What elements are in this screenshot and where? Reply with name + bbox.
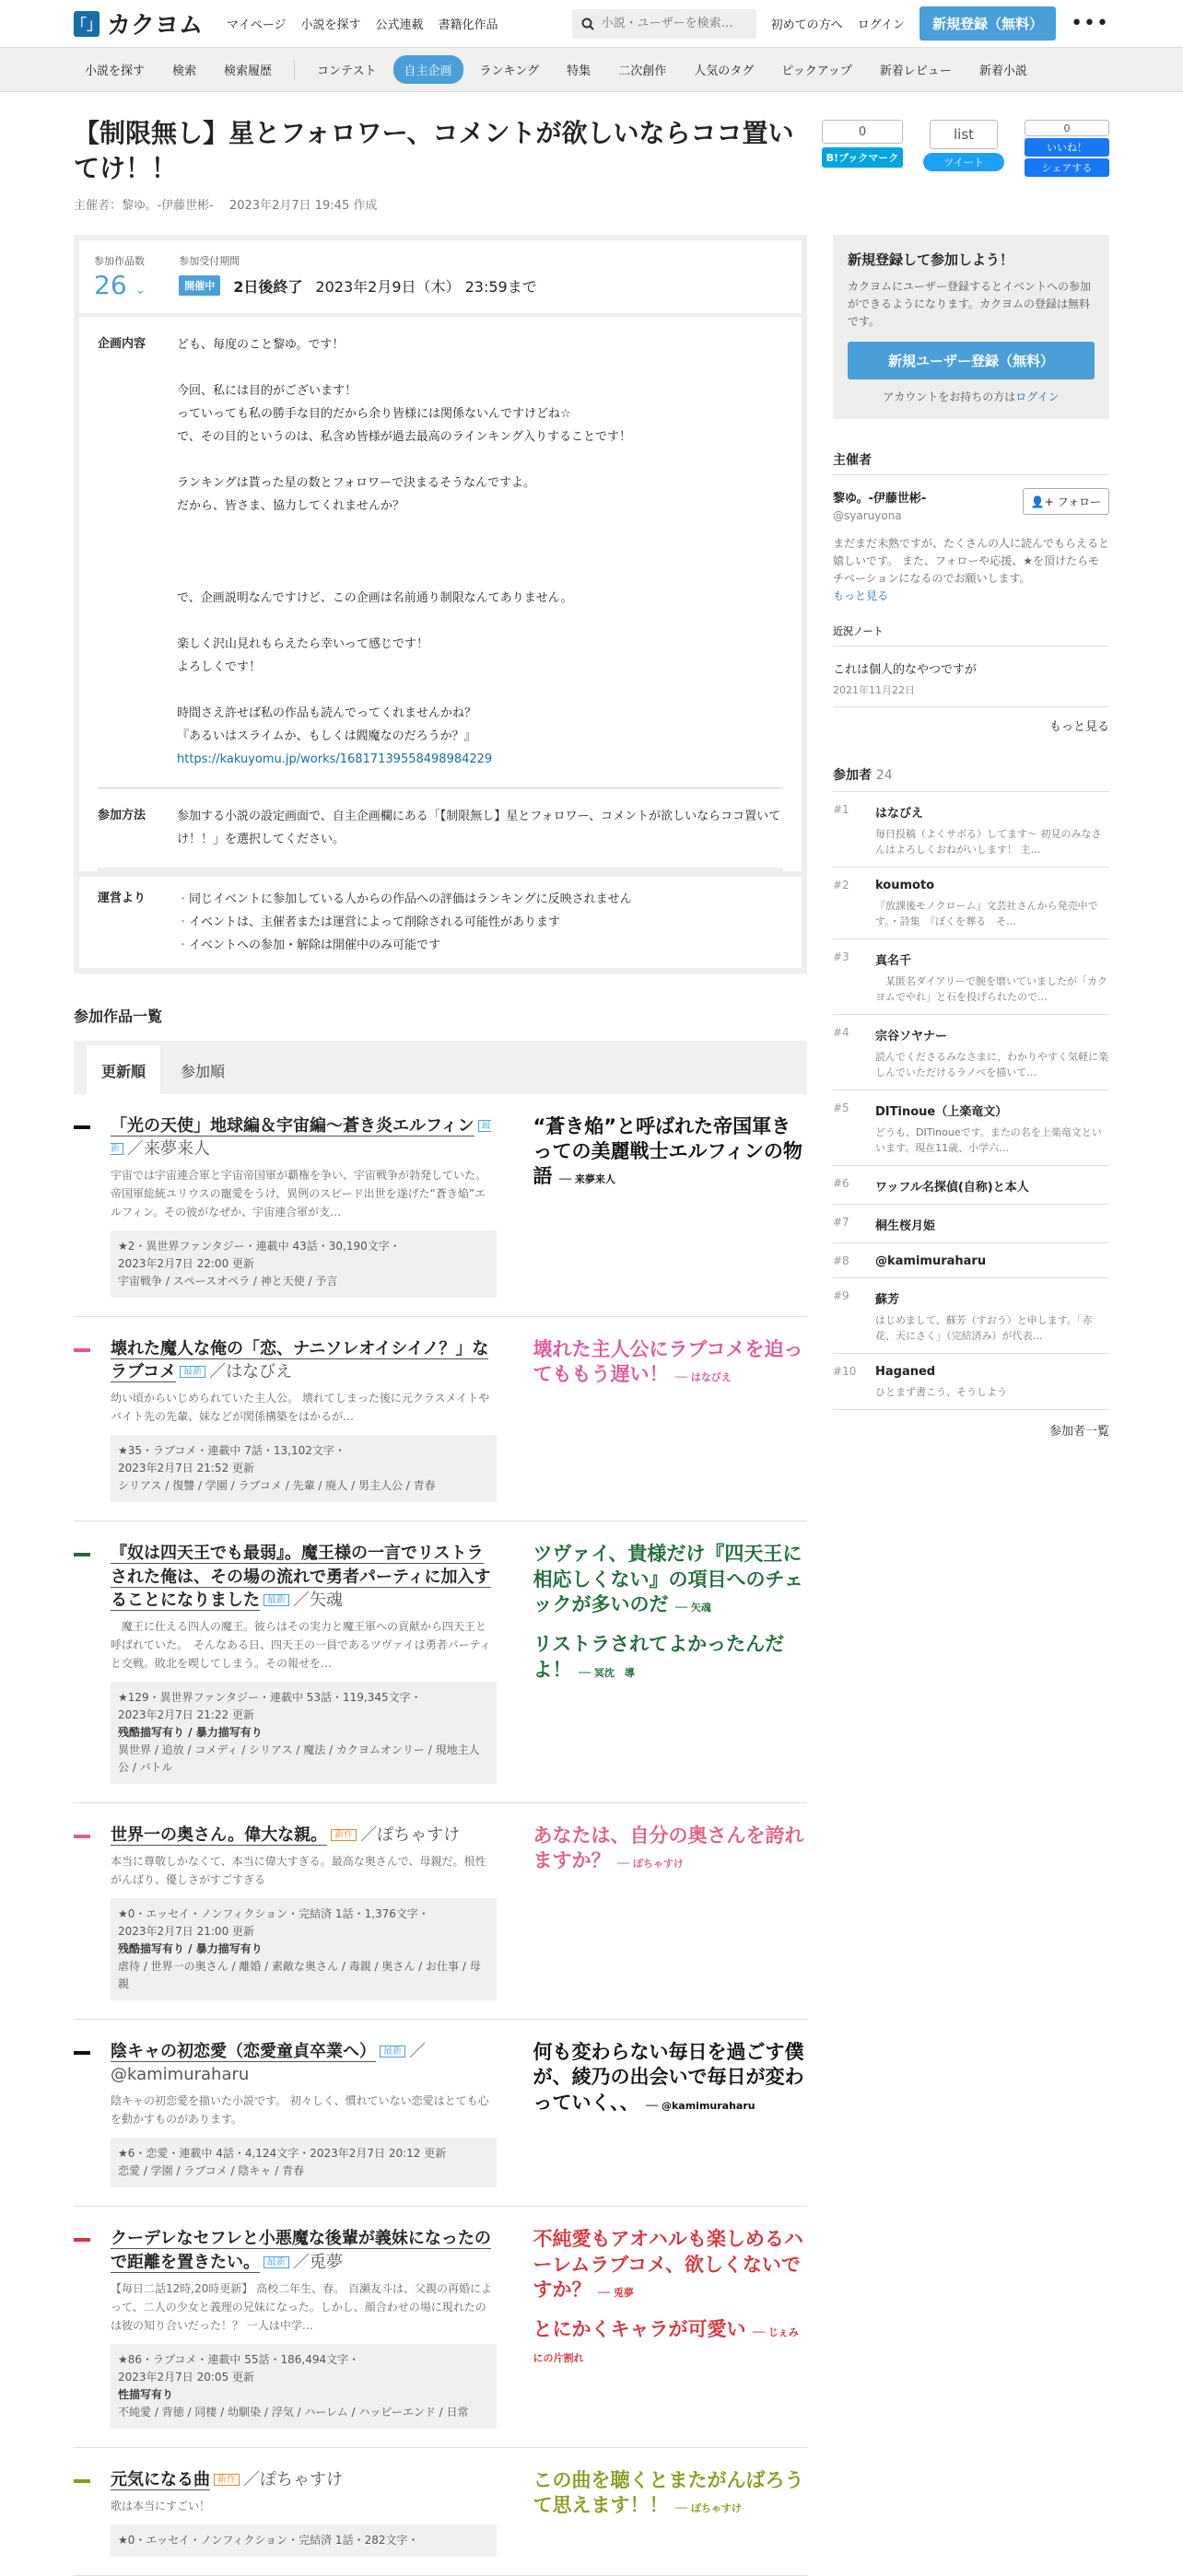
subnav-pickup[interactable]: ピックアップ bbox=[781, 64, 852, 78]
work-author-link[interactable]: ／ぽちゃすけ bbox=[243, 2469, 343, 2489]
host-id: @syaruyona bbox=[833, 508, 902, 522]
work-description: 宇宙では宇宙連合軍と宇宙帝国軍が覇権を争い、宇宙戦争が勃発していた。帝国軍総統ユリウスの寵愛をうけ、異例のスピード出世を遂げた“蒼き焔”エルフィン。その彼がなぜか、宇宙連合軍が支… bbox=[111, 1168, 487, 1218]
logo[interactable] bbox=[74, 6, 203, 41]
method-text: 参加する小説の設定画面で、自主企画欄にある「【制限無し】星とフォロワー、コメントが欲しいならココ置いてけ！！」を選択してください。 bbox=[177, 809, 781, 846]
participant-bio: 『放課後モノクローム』文芸社さんから発売中です。・詩集 『ぼくを葬る そ… bbox=[875, 899, 1098, 927]
search-icon bbox=[581, 17, 594, 30]
subnav-reviews[interactable]: 新着レビュー bbox=[879, 64, 952, 78]
work-author-link[interactable]: ／矢魂 bbox=[293, 1590, 343, 1610]
work-title-link[interactable]: 「光の天使」地球編＆宇宙編～蒼き炎エルフィン bbox=[111, 1115, 474, 1136]
participant-item[interactable] bbox=[833, 1015, 1109, 1090]
subnav-tags[interactable]: 人気のタグ bbox=[694, 64, 755, 78]
rules-list bbox=[177, 888, 632, 957]
catchphrase: ツヴァイ、貴様だけ『四天王に相応しくない』の項目へのチェックが多いのだ ── 矢魂 bbox=[533, 1543, 803, 1615]
bookmark-count: 0 bbox=[822, 120, 903, 144]
subnav-new-novels[interactable]: 新着小説 bbox=[978, 64, 1027, 78]
participant-name[interactable]: koumoto bbox=[875, 878, 935, 892]
catchphrase: 何も変わらない毎日を過ごす僕が、綾乃の出会いで毎日が変わっていく、、 ── @kamimuraharu bbox=[533, 2041, 804, 2114]
work-item bbox=[74, 1094, 807, 1317]
rule-item: ・ 同じイベントに参加している人からの作品への評価はランキングに反映されません bbox=[177, 888, 632, 911]
participant-name[interactable]: 宗谷ソヤナー bbox=[875, 1029, 948, 1043]
period-remaining: 2日後終了 bbox=[233, 277, 303, 296]
participant-bio: 読んでくださるみなさまに、わかりやすく気軽に楽しんでいただけるラノベを描いて… bbox=[875, 1050, 1108, 1078]
nav-find-novels[interactable]: 小説を探す bbox=[300, 18, 361, 32]
search-box[interactable] bbox=[572, 9, 756, 39]
login-link[interactable]: ログイン bbox=[857, 18, 906, 32]
work-author-link[interactable]: ／はなびえ bbox=[209, 1362, 293, 1382]
participant-item[interactable] bbox=[833, 1243, 1109, 1278]
participant-number: #10 bbox=[833, 1364, 857, 1378]
work-author-link[interactable]: ／@kamimuraharu bbox=[111, 2042, 426, 2085]
rule-item: ・ イベントは、主催者または運営によって削除される可能性があります bbox=[177, 911, 632, 934]
participant-item[interactable] bbox=[833, 792, 1109, 868]
logo-text: カクヨム bbox=[107, 12, 204, 40]
work-color-mark bbox=[74, 1348, 90, 1352]
signup-button[interactable]: 新規ユーザー登録（無料） bbox=[848, 342, 1095, 379]
work-stats: ★6・恋愛・連載中 4話・4,124文字・2023年2月7日 20:12 更新 恋愛 / 学園 / ラブコメ / 陰キャ / 青春 bbox=[111, 2138, 497, 2187]
catchphrase: “蒼き焔”と呼ばれた帝国軍きっての美麗戦士エルフィンの物語 ── 来夢来人 bbox=[533, 1114, 802, 1188]
register-button[interactable]: 新規登録（無料） bbox=[919, 6, 1056, 41]
participant-number: #4 bbox=[833, 1025, 849, 1039]
note-more-link[interactable]: もっと見る bbox=[1048, 719, 1109, 734]
participant-name[interactable]: 蘇芳 bbox=[875, 1292, 900, 1307]
search-input[interactable] bbox=[602, 17, 747, 30]
join-box bbox=[833, 235, 1109, 419]
content-label: 企画内容 bbox=[98, 336, 146, 351]
work-color-mark bbox=[74, 2479, 90, 2483]
participant-number: #2 bbox=[833, 878, 849, 892]
count-label: 参加作品数 bbox=[94, 254, 145, 267]
work-badge: 最新 bbox=[380, 2046, 405, 2057]
rule-item: ・ イベントへの参加・解除は開催中のみ可能です bbox=[177, 934, 632, 957]
work-badge: 最新 bbox=[264, 2256, 289, 2268]
subnav-find[interactable]: 小説を探す bbox=[85, 64, 146, 78]
participant-name[interactable]: DITinoue（上楽竜文） bbox=[875, 1104, 1008, 1119]
catchphrase: とにかくキャラが可愛い ── じぇみにの片割れ bbox=[533, 2318, 799, 2364]
participant-name[interactable]: 真名千 bbox=[875, 953, 912, 968]
subnav-contest[interactable]: コンテスト bbox=[317, 64, 377, 78]
participant-name[interactable]: Haganed bbox=[875, 1364, 936, 1379]
work-title-link[interactable]: 『奴は四天王でも最弱』。魔王様の一言でリストラされた俺は、その場の流れで勇者パーティに加入することになりました bbox=[111, 1544, 491, 1610]
main-column bbox=[74, 235, 807, 2576]
sub-nav bbox=[0, 48, 1183, 92]
work-badge: 最新 bbox=[180, 1366, 205, 1378]
tab-joined[interactable]: 参加順 bbox=[181, 1062, 226, 1080]
event-meta: 主催者：黎ゆ。-伊藤世彬- 2023年2月7日 19:45 作成 bbox=[74, 198, 378, 213]
work-stats: ★0・エッセイ・ノンフィクション・完結済 1話・282文字・ bbox=[111, 2524, 497, 2557]
participant-item[interactable] bbox=[833, 1090, 1109, 1166]
work-item bbox=[74, 1317, 807, 1521]
participant-item[interactable] bbox=[833, 939, 1109, 1015]
work-item bbox=[74, 1803, 807, 2020]
note-heading: 近況ノート bbox=[833, 624, 1109, 647]
top-header bbox=[0, 0, 1183, 48]
subnav-fanfic[interactable]: 二次創作 bbox=[618, 64, 667, 78]
participant-number: #5 bbox=[833, 1101, 849, 1114]
status-badge: 開催中 bbox=[179, 275, 220, 296]
participant-item[interactable] bbox=[833, 1278, 1109, 1354]
work-color-mark bbox=[74, 2238, 90, 2242]
work-tags[interactable]: 恋愛 / 学園 / ラブコメ / 陰キャ / 青春 bbox=[118, 2164, 305, 2178]
participant-number: #7 bbox=[833, 1215, 849, 1229]
subnav-features[interactable]: 特集 bbox=[567, 64, 592, 78]
participant-bio: どうも、DITinoueです。またの名を上楽竜文といいます。現在11歳、小学六… bbox=[875, 1125, 1102, 1154]
work-tags[interactable]: 虐待 / 世界一の奥さん / 離婚 / 素敵な奥さん / 毒親 / 奥さん / お仕事 / 母親 bbox=[118, 1960, 481, 1991]
catchphrase: 壊れた主人公にラブコメを迫ってももう遅い！ ── はなびえ bbox=[533, 1337, 803, 1386]
work-color-mark bbox=[74, 1835, 90, 1838]
participant-number: #6 bbox=[833, 1176, 849, 1190]
logo-mark-icon: 「」 bbox=[74, 11, 100, 37]
host-bio: まだまだ未熟ですが、たくさんの人に読んでもらえると嬉しいです。 また、フォローや応援、★を頂けたらモチベーションになるのでお願いします。 bbox=[833, 536, 1110, 585]
sidebar bbox=[833, 235, 1109, 2576]
work-link[interactable]: https://kakuyomu.jp/works/16817139558498984229 bbox=[177, 752, 493, 766]
work-stats: ★129・異世界ファンタジー・連載中 53話・119,345文字・ 2023年2月7日 21:22 更新 残酷描写有り / 暴力描写有り 異世界 / 追放 / コメディ / シリアス / 魔法 / カクヨムオンリー / 現地主人公 / バトル bbox=[111, 1682, 497, 1784]
host-more-link[interactable]: もっと見る bbox=[833, 589, 889, 602]
page-title: 【制限無し】星とフォロワー、コメントが欲しいならココ置いてけ！！ bbox=[74, 118, 794, 183]
top-right bbox=[572, 6, 1109, 41]
note-title[interactable]: これは個人的なやつですが bbox=[833, 662, 978, 677]
work-badge: 最新 bbox=[264, 1594, 289, 1606]
work-color-mark bbox=[74, 2051, 90, 2055]
tweet-button[interactable]: ツイート bbox=[923, 153, 1004, 171]
nav-books[interactable]: 書籍化作品 bbox=[438, 18, 498, 32]
person-plus-icon: 👤+ bbox=[1030, 495, 1054, 508]
catchphrase: この曲を聴くとまたがんばろうて思えます！！ ── ぽちゃすけ bbox=[533, 2468, 804, 2517]
work-tags[interactable]: 宇宙戦争 / スペースオペラ / 神と天使 / 予言 bbox=[118, 1274, 338, 1288]
work-tags[interactable]: 異世界 / 追放 / コメディ / シリアス / 魔法 / カクヨムオンリー / 現地主人公 / バトル bbox=[118, 1743, 480, 1774]
works-heading: 参加作品一覧 bbox=[74, 1007, 163, 1025]
work-item bbox=[74, 1521, 807, 1803]
participants-heading: 参加者 24 bbox=[833, 765, 1109, 792]
sidebar-login-link[interactable]: ログイン bbox=[1015, 390, 1060, 403]
participant-name[interactable]: はなびえ bbox=[875, 806, 924, 821]
participant-bio: 毎日投稿（よくサボる）してます～ 初見のみなさんはよろしくおねがいします！ 主… bbox=[875, 827, 1102, 856]
event-info bbox=[74, 235, 807, 973]
participant-name[interactable]: 桐生桜月姫 bbox=[875, 1218, 936, 1233]
work-stats: ★0・エッセイ・ノンフィクション・完結済 1話・1,376文字・ 2023年2月7日 21:00 更新 残酷描写有り / 暴力描写有り 虐待 / 世界一の奥さん / 離婚 / 素敵な奥さん / 毒親 / 奥さん / お仕事 / 母親 bbox=[111, 1898, 497, 2000]
more-menu-icon[interactable]: ••• bbox=[1071, 12, 1109, 35]
work-badge: 新作 bbox=[214, 2474, 240, 2486]
facebook-share-button[interactable]: シェアする bbox=[1025, 158, 1109, 177]
works-tabs bbox=[74, 1041, 807, 1094]
participant-item[interactable] bbox=[833, 868, 1109, 939]
work-description: 本当に尊敬しかなくて、本当に偉大すぎる。最高な奥さんで、母親だ。根性がんばり、優しさがすごすぎる bbox=[111, 1855, 486, 1887]
rules-label: 運営より bbox=[98, 891, 146, 905]
subnav-divider bbox=[294, 60, 295, 80]
work-count[interactable]: 26 ⌄ bbox=[94, 269, 146, 300]
works-list bbox=[74, 1094, 807, 2576]
event-description: ども、毎度のこと黎ゆ。です！ 今回、私には目的がございます！ っていっても私の勝手な目的だから余り皆様には関係ないんですけどね☆ で、その目的というのは、私含め皆様が過去最高のラインキング入りすることです！ ランキングは貰った星の数とフォロワーで決まるそうなんですよ。 だから、皆さま、協力してくれませんか？ で、企画説明なんですけど、この企画は名前通り制限なんてありません。 楽しく沢山見れもらえたら幸いって感じです！ よろしくです！ 時間さえ許せば私の作品も読んでってくれませんかね？ 『あるいはスライムか、もしくは閻魔なのだろうか？』 https://kakuyomu.jp/works/16817139558498984229 bbox=[177, 337, 631, 766]
catchphrase: 不純愛もアオハルも楽しめるハーレムラブコメ、欲しくないですか？ ── 兎夢 bbox=[533, 2228, 803, 2302]
participant-number: #9 bbox=[833, 1288, 849, 1302]
participant-name[interactable]: ワッフル名探偵(自称)と本人 bbox=[875, 1180, 1029, 1195]
login-prompt: アカウントをお持ちの方はログイン bbox=[883, 390, 1060, 403]
work-author-link[interactable]: ／ぽちゃすけ bbox=[360, 1824, 461, 1845]
subnav-search[interactable]: 検索 bbox=[172, 64, 197, 78]
work-title-link[interactable]: 壊れた魔人な俺の「恋、ナニソレオイシイノ？」なラブコメ bbox=[111, 1338, 489, 1382]
work-badge: 最新 bbox=[111, 1120, 491, 1154]
work-color-mark bbox=[74, 1125, 90, 1129]
participant-name[interactable]: @kamimuraharu bbox=[875, 1253, 987, 1268]
work-stats: ★35・ラブコメ・連載中 7話・13,102文字・ 2023年2月7日 21:52 更新 シリアス / 復讐 / 学園 / ラブコメ / 先輩 / 廃人 / 男主人公 / 青春 bbox=[111, 1435, 497, 1502]
subnav-ranking[interactable]: ランキング bbox=[479, 64, 540, 78]
work-tags[interactable]: シリアス / 復讐 / 学園 / ラブコメ / 先輩 / 廃人 / 男主人公 / 青春 bbox=[118, 1479, 436, 1493]
catchphrase: あなたは、自分の奥さんを誇れますか？ ── ぽちゃすけ bbox=[533, 1824, 804, 1872]
tab-updated[interactable]: 更新順 bbox=[87, 1045, 160, 1094]
work-tags[interactable]: 不純愛 / 背徳 / 同棲 / 幼馴染 / 浮気 / ハーレム / ハッピーエンド / 日常 bbox=[118, 2405, 469, 2419]
chevron-down-icon: ⌄ bbox=[135, 282, 146, 297]
participants-all-link[interactable]: 参加者一覧 bbox=[1048, 1424, 1109, 1439]
participant-bio: 某匿名ダイアリーで腕を磨いていましたが「カクヨムでやれ」と石を投げられたので… bbox=[875, 974, 1108, 1003]
work-author-link[interactable]: ／兎夢 bbox=[293, 2252, 343, 2272]
work-author-link[interactable]: ／来夢来人 bbox=[127, 1138, 210, 1159]
participant-bio: ひとまず書こう、そうしよう bbox=[875, 1385, 1007, 1398]
nav-mypage[interactable]: マイページ bbox=[227, 18, 287, 32]
first-time-link[interactable]: 初めての方へ bbox=[770, 18, 843, 32]
work-title-link[interactable]: 陰キャの初恋愛（恋愛童貞卒業へ） bbox=[111, 2042, 376, 2062]
participant-item[interactable] bbox=[833, 1166, 1109, 1205]
host-heading: 主催者 bbox=[833, 450, 1109, 475]
participant-number: #8 bbox=[833, 1253, 849, 1267]
participant-item[interactable] bbox=[833, 1205, 1109, 1243]
participant-number: #1 bbox=[833, 802, 849, 816]
work-item bbox=[74, 2448, 807, 2576]
work-stats: ★86・ラブコメ・連載中 55話・186,494文字・ 2023年2月7日 20:05 更新 性描写有り 不純愛 / 背徳 / 同棲 / 幼馴染 / 浮気 / ハーレム / ハッピーエンド / 日常 bbox=[111, 2344, 497, 2429]
work-item bbox=[74, 2207, 807, 2447]
follow-button[interactable]: 👤+ フォロー bbox=[1023, 488, 1109, 515]
participant-item[interactable] bbox=[833, 1354, 1109, 1410]
period-label: 参加受付期間 bbox=[179, 254, 240, 267]
join-title: 新規登録して参加しよう！ bbox=[848, 251, 1014, 268]
method-label: 参加方法 bbox=[98, 808, 146, 822]
facebook-like-button[interactable]: いいね！ bbox=[1025, 138, 1109, 157]
work-description: 幼い頃からいじめられていた主人公。 壊れてしまった後に元クラスメイトやバイト先の先輩、妹などが関係構築をはかるが… bbox=[111, 1392, 490, 1424]
top-nav bbox=[227, 15, 498, 32]
participants-list bbox=[833, 792, 1109, 1410]
work-title-link[interactable]: クーデレなセフレと小悪魔な後輩が義妹になったので距離を置きたい。 bbox=[111, 2229, 491, 2272]
work-description: 陰キャの初恋愛を描いた小説です。 初々しく、慣れていない恋愛はとても心を動かすものがあります。 bbox=[111, 2094, 489, 2127]
catchphrase: リストラされてよかったんだよ！ ── 冥沈 導 bbox=[533, 1633, 785, 1681]
facebook-count: 0 bbox=[1025, 120, 1109, 136]
work-description: 魔王に仕える四人の魔王。彼らはその実力と魔王軍への貢献から四天王と呼ばれていた。 そんなある日、四天王の一員であるツヴァイは勇者パーティと交戦。敗北を喫してしまう。その報せを… bbox=[111, 1619, 491, 1670]
list-button[interactable]: list bbox=[930, 120, 998, 149]
share-buttons bbox=[822, 120, 1109, 213]
work-title-link[interactable]: 元気になる曲 bbox=[111, 2469, 210, 2489]
work-badge: 新作 bbox=[331, 1829, 357, 1841]
work-description: 【毎日二話12時,20時更新】 高校二年生、春。 百瀬友斗は、父親の再婚によって、二人の少女と義理の兄妹になった。しかし、顔合わせの場に現れたのは彼の知り合いだった！？ 一人は中学… bbox=[111, 2281, 492, 2332]
join-text: カクヨムにユーザー登録するとイベントへの参加ができるようになります。カクヨムの登録は無料です。 bbox=[848, 279, 1092, 328]
work-item bbox=[74, 2020, 807, 2207]
subnav-events[interactable]: 自主企画 bbox=[393, 55, 463, 84]
work-title-link[interactable]: 世界一の奥さん。偉大な親。 bbox=[111, 1824, 328, 1845]
period-end-date: 2023年2月9日（木） 23:59まで bbox=[315, 277, 537, 296]
subnav-history[interactable]: 検索履歴 bbox=[224, 64, 273, 78]
hatena-bookmark-button[interactable]: B!ブックマーク bbox=[822, 147, 903, 168]
note-date: 2021年11月22日 bbox=[833, 682, 1109, 707]
work-color-mark bbox=[74, 1553, 90, 1556]
participant-number: #3 bbox=[833, 950, 849, 963]
work-description: 歌は本当にすごい！ bbox=[111, 2500, 211, 2513]
participant-bio: はじめまして、蘇芳（すおう）と申します。「赤花、天にさく」（完結済み）が代表… bbox=[875, 1313, 1093, 1342]
host-name[interactable]: 黎ゆ。-伊藤世彬- bbox=[833, 491, 927, 506]
nav-official[interactable]: 公式連載 bbox=[375, 18, 424, 32]
work-stats: ★2・異世界ファンタジー・連載中 43話・30,190文字・ 2023年2月7日 22:00 更新 宇宙戦争 / スペースオペラ / 神と天使 / 予言 bbox=[111, 1230, 497, 1298]
